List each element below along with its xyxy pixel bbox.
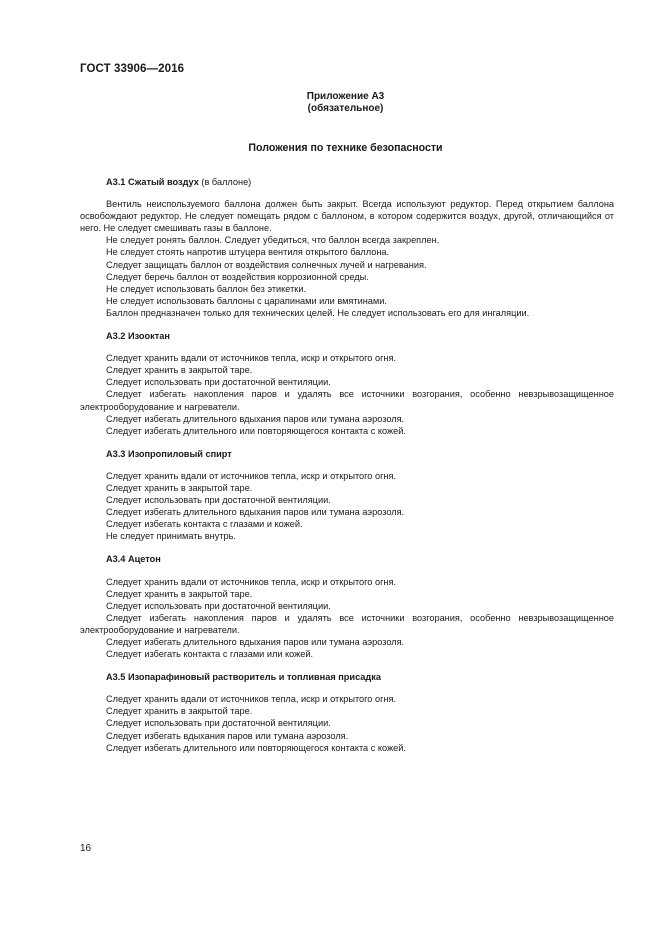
paragraph: Следует избегать длительного или повторяющегося контакта с кожей. (106, 425, 406, 436)
paragraph: Не следует использовать баллоны с царапинами или вмятинами. (106, 295, 387, 306)
paragraph: Следует избегать длительного вдыхания паров или тумана аэрозоля. (106, 637, 405, 647)
document-title: Положения по технике безопасности (248, 142, 443, 154)
paragraph: Следует хранить в закрытой таре. (106, 365, 253, 376)
page-number: 16 (80, 843, 92, 854)
paragraph: Следует хранить в закрытой таре. (106, 706, 253, 717)
paragraph: Следует избегать контакта с глазами или кожей. (106, 649, 314, 660)
paragraph: Следует хранить вдали от источников тепла, искр и открытого огня. (106, 694, 397, 705)
paragraph: Следует избегать накопления паров и удалять все источники возгорания, особенно невзрывозащищенное электрооборудование и нагреватели. (80, 612, 614, 635)
annex-heading (0, 91, 661, 115)
section-heading (80, 176, 614, 188)
paragraph: Не следует ронять баллон. Следует убедиться, что баллон всегда закреплен. (106, 235, 440, 246)
paragraph: Следует использовать при достаточной вентиляции. (106, 495, 331, 506)
section-heading-text: А3.1 Сжатый воздух (106, 177, 199, 187)
paragraph: Следует избегать длительного вдыхания паров или тумана аэрозоля. (106, 507, 405, 518)
paragraph: Следует хранить в закрытой таре. (106, 482, 253, 493)
section-heading (80, 330, 614, 342)
section-heading-text: А3.3 Изопропиловый спирт (106, 448, 232, 459)
paragraph: Следует хранить в закрытой таре. (106, 588, 253, 599)
section-gap (80, 660, 614, 671)
section-heading-text: А3.5 Изопарафиновый растворитель и топливная присадка (106, 672, 381, 683)
paragraph: Следует защищать баллон от воздействия солнечных лучей и нагревания. (106, 259, 427, 270)
paragraph: Следует хранить вдали от источников тепла, искр и открытого огня. (106, 576, 397, 587)
standard-number: ГОСТ 33906—2016 (80, 63, 185, 75)
paragraph: Следует избегать накопления паров и удалять все источники возгорания, особенно невзрывозащищенное электрооборудование и нагреватели. (80, 389, 614, 412)
document-body (80, 176, 614, 754)
paragraph: Следует беречь баллон от воздействия коррозионной среды. (106, 271, 369, 282)
section-heading-note: (в баллоне) (198, 177, 252, 187)
paragraph: Следует использовать при достаточной вентиляции. (106, 718, 331, 729)
section-heading (80, 671, 614, 683)
paragraph: Следует использовать при достаточной вентиляции. (106, 377, 331, 388)
paragraph: Следует избегать контакта с глазами и кожей. (106, 519, 303, 530)
paragraph: Вентиль неиспользуемого баллона должен быть закрыт. Всегда используют редуктор. Перед открытием баллона освобождают редуктор. Не следует помещать рядом с баллоном, в котором содержится воздух, другой, отличающийся от него. Не следует смешивать газы в баллоне. (80, 199, 614, 234)
section-heading (80, 448, 614, 460)
section-gap (80, 542, 614, 553)
paragraph: Не следует принимать внутрь. (106, 531, 236, 542)
paragraph: Следует хранить вдали от источников тепла, искр и открытого огня. (106, 353, 397, 364)
paragraph: Баллон предназначен только для технических целей. Не следует использовать его для ингаляции. (106, 307, 530, 318)
paragraph: Следует избегать вдыхания паров или тумана аэрозоля. (106, 730, 349, 741)
section-gap (80, 319, 614, 330)
section-heading-text: А3.2 Изооктан (106, 331, 170, 342)
paragraph: Следует избегать длительного вдыхания паров или тумана аэрозоля. (106, 413, 405, 424)
section-gap (80, 437, 614, 448)
annex-status: (обязательное) (307, 103, 384, 114)
paragraph: Следует избегать длительного или повторяющегося контакта с кожей. (106, 742, 406, 753)
section-heading-text: А3.4 Ацетон (106, 554, 161, 565)
section-heading (80, 553, 614, 565)
paragraph: Не следует стоять напротив штуцера вентиля открытого баллона. (106, 247, 390, 258)
paragraph: Не следует использовать баллон без этикетки. (106, 283, 307, 294)
paragraph: Следует использовать при достаточной вентиляции. (106, 600, 331, 611)
paragraph: Следует хранить вдали от источников тепла, искр и открытого огня. (106, 470, 397, 481)
annex-title: Приложение А3 (306, 91, 385, 102)
